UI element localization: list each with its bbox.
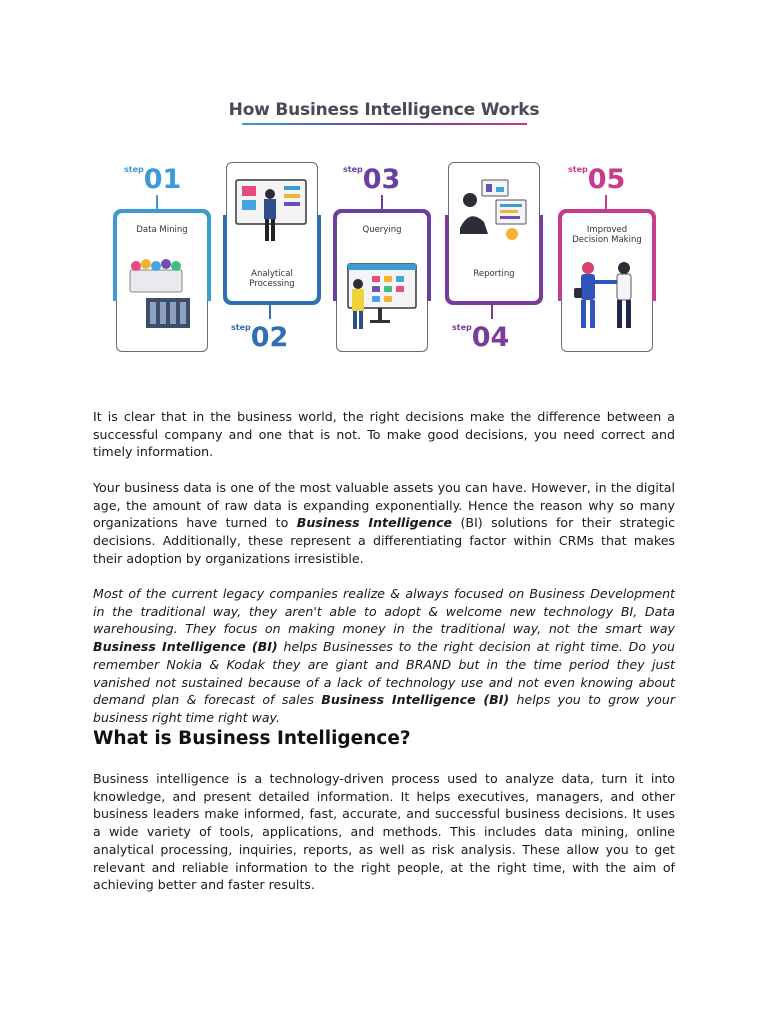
paragraph-definition — [93, 770, 675, 894]
step-word: step — [124, 165, 144, 174]
section-heading: What is Business Intelligence? — [93, 728, 411, 749]
text-run: helps you to grow your business right time right way. — [93, 692, 675, 725]
bold-term: Business Intelligence (BI) — [93, 639, 278, 655]
bold-term: Business Intelligence (BI) — [321, 692, 510, 708]
bi-infographic — [0, 0, 768, 380]
paragraph-intro-text: It is clear that in the business world, the right decisions make the difference between a successful company and one that is not. To make good decisions, you need correct and timely information. — [93, 409, 675, 460]
step-01-text: Data Mining — [136, 225, 188, 235]
step-03-text: Querying — [362, 225, 402, 235]
step-word: step — [568, 165, 588, 174]
step-word: step — [231, 323, 251, 332]
step-02-stem — [269, 305, 271, 319]
step-01-label — [124, 166, 181, 193]
bold-italic-term: Business Intelligence — [296, 515, 453, 531]
paragraph-definition-text: Business intelligence is a technology-driven process used to analyze data, turn it into knowledge, and present detailed information. It helps executives, managers, and other business leaders make informed, fast, accurate, and successful business decisions. It uses a wide variety of tools, applications, and methods. This includes data mining, online analytical processing, inquiries, reports, as well as risk analysis. These allow you to get relevant and reliable information to the right people, at the right time, with the aim of achieving better and faster results. — [93, 771, 675, 893]
paragraph-legacy-companies — [93, 585, 675, 727]
paragraph-intro — [93, 408, 675, 461]
step-number: 02 — [250, 322, 289, 353]
querying-illustration — [344, 262, 420, 332]
infographic-title-text: How Business Intelligence Works — [228, 100, 540, 120]
step-05-label — [568, 166, 625, 193]
step-word: step — [452, 323, 472, 332]
data-mining-illustration — [124, 258, 200, 330]
paragraph-business-data-text — [93, 479, 675, 568]
step-number: 03 — [362, 164, 401, 195]
infographic-title — [0, 100, 768, 125]
step-02-text: Analytical Processing — [249, 269, 295, 290]
step-04-text: Reporting — [473, 269, 515, 279]
text-run: helps Businesses to the right decision at right time. Do you remember Nokia & Kodak they are giant and BRAND but in the time period they just vanished not sustained because of a lack of technology use and not even knowing about demand plan & forecast of sales — [93, 639, 675, 708]
step-number: 04 — [471, 322, 510, 353]
paragraph-business-data — [93, 479, 675, 568]
step-03-label — [343, 166, 400, 193]
step-number: 05 — [587, 164, 626, 195]
paragraph-legacy-companies-text — [93, 585, 675, 727]
step-05-text: Improved Decision Making — [572, 225, 642, 246]
step-number: 01 — [143, 164, 182, 195]
title-underline — [242, 123, 527, 125]
text-run: Your business data is one of the most valuable assets you can have. However, in the digital age, the amount of raw data is expanding exponentially. Hence the reason why so many organizations have turned to — [93, 480, 675, 531]
text-run: Most of the current legacy companies realize & always focused on Business Development in the traditional way, they aren't able to adopt & welcome new technology BI, Data warehousing. They focus on making money in the traditional way, not the smart way — [93, 586, 675, 637]
text-run: (BI) solutions for their strategic decisions. Additionally, these represent a differentiating factor within CRMs that makes their adoption by organizations irresistible. — [93, 515, 675, 566]
step-04-stem — [491, 305, 493, 319]
decision-making-illustration — [570, 260, 646, 332]
step-04-label — [452, 324, 509, 351]
step-word: step — [343, 165, 363, 174]
reporting-illustration — [456, 178, 532, 244]
step-02-label — [231, 324, 288, 351]
analytical-processing-illustration — [234, 176, 310, 246]
